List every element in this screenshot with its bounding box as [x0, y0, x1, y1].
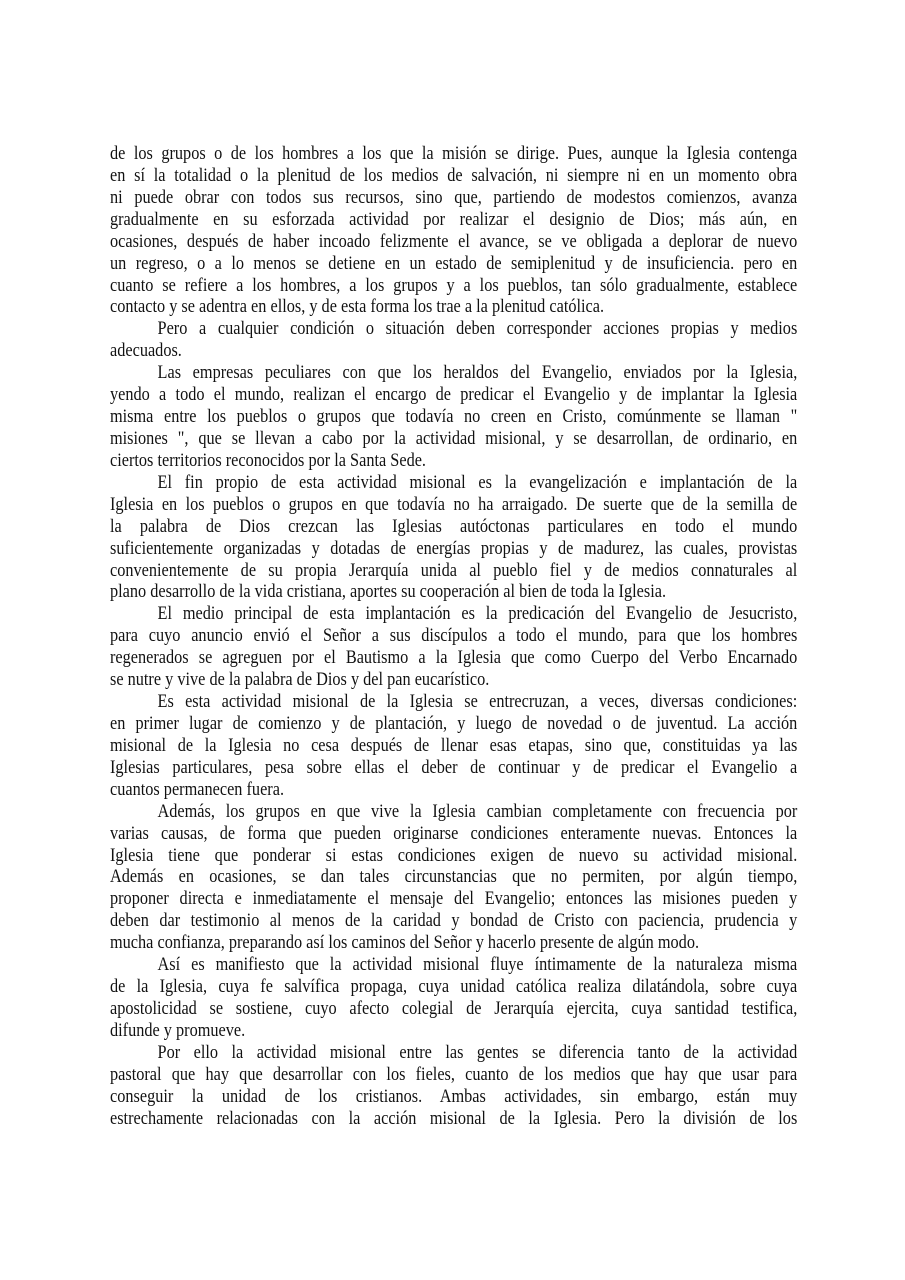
text-line: Las empresas peculiares con que los heraldos del Evangelio, enviados por la Iglesia,: [157, 363, 798, 384]
text-line: varias causas, de forma que pueden originarse condiciones enteramente nuevas. Entonces la: [110, 823, 798, 844]
text-line: cuantos permanecen fuera.: [110, 779, 285, 800]
text-line: Es esta actividad misional de la Iglesia se entrecruzan, a veces, diversas condiciones:: [157, 692, 798, 713]
text-line: contacto y se adentra en ellos, y de esta forma los trae a la plenitud católica.: [110, 297, 605, 318]
paragraph: [110, 363, 797, 473]
text-line: El medio principal de esta implantación es la predicación del Evangelio de Jesucristo,: [157, 604, 798, 625]
text-line: se nutre y vive de la palabra de Dios y del pan eucarístico.: [110, 670, 490, 691]
text-line: regenerados se agreguen por el Bautismo a la Iglesia que como Cuerpo del Verbo Encarnado: [110, 648, 798, 669]
text-line: misional de la Iglesia no cesa después de llenar esas etapas, sino que, constituidas ya las: [110, 735, 798, 756]
text-line: Pero a cualquier condición o situación deben corresponder acciones propias y medios: [157, 319, 798, 340]
text-line: de los grupos o de los hombres a los que la misión se dirige. Pues, aunque la Iglesia contenga: [110, 144, 798, 164]
paragraph: [110, 692, 797, 802]
paragraph: [110, 604, 797, 692]
text-line: conseguir la unidad de los cristianos. Ambas actividades, sin embargo, están muy: [110, 1086, 798, 1107]
text-line: apostolicidad se sostiene, cuyo afecto colegial de Jerarquía ejercita, cuya santidad testifica,: [110, 998, 798, 1019]
text-line: plano desarrollo de la vida cristiana, aportes su cooperación al bien de toda la Iglesia.: [110, 582, 667, 603]
text-line: El fin propio de esta actividad misional es la evangelización e implantación de la: [157, 472, 798, 493]
text-line: estrechamente relacionadas con la acción misional de la Iglesia. Pero la división de los: [110, 1108, 798, 1129]
text-line: convenientemente de su propia Jerarquía unida al pueblo fiel y de medios connaturales al: [110, 560, 798, 581]
text-line: un regreso, o a lo menos se detiene en un estado de semiplenitud y de insuficiencia. pero en: [110, 253, 798, 274]
text-line: mucha confianza, preparando así los caminos del Señor y hacerlo presente de algún modo.: [110, 933, 700, 954]
text-line: Iglesias particulares, pesa sobre ellas el deber de continuar y de predicar el Evangelio a: [110, 757, 798, 778]
paragraph: [110, 955, 797, 1043]
text-line: deben dar testimonio al menos de la caridad y bondad de Cristo con paciencia, prudencia y: [110, 911, 798, 932]
text-line: Por ello la actividad misional entre las gentes se diferencia tanto de la actividad: [157, 1042, 798, 1063]
text-line: en sí la totalidad o la plenitud de los medios de salvación, ni siempre ni en un momento obra: [110, 165, 798, 186]
text-line: ni puede obrar con todos sus recursos, sino que, partiendo de modestos comienzos, avanza: [110, 187, 798, 208]
paragraph: [110, 473, 797, 605]
text-line: Además, los grupos en que vive la Iglesia cambian completamente con frecuencia por: [157, 801, 798, 822]
text-line: Además en ocasiones, se dan tales circunstancias que no permiten, por algún tiempo,: [110, 867, 798, 888]
paragraph: [110, 1043, 797, 1131]
text-line: cuanto se refiere a los hombres, a los grupos y a los pueblos, tan sólo gradualmente, establece: [110, 275, 798, 296]
text-line: pastoral que hay que desarrollar con los fieles, cuanto de los medios que hay que usar para: [110, 1064, 798, 1085]
document-body: [110, 144, 797, 1130]
text-line: adecuados.: [110, 341, 182, 362]
paragraph: [110, 802, 797, 955]
text-line: en primer lugar de comienzo y de plantación, y luego de novedad o de juventud. La acción: [110, 713, 798, 734]
text-line: Así es manifiesto que la actividad misional fluye íntimamente de la naturaleza misma: [157, 955, 798, 976]
text-line: difunde y promueve.: [110, 1020, 246, 1041]
text-line: misma entre los pueblos o grupos que todavía no creen en Cristo, comúnmente se llaman ": [110, 407, 798, 428]
text-line: Iglesia en los pueblos o grupos en que todavía no ha arraigado. De suerte que de la semilla de: [110, 494, 798, 515]
paragraph: [110, 144, 797, 319]
paragraph: [110, 319, 797, 363]
text-line: misiones ", que se llevan a cabo por la actividad misional, y se desarrollan, de ordinario, en: [110, 428, 798, 449]
text-line: de la Iglesia, cuya fe salvífica propaga, cuya unidad católica realiza dilatándola, sobre cuya: [110, 977, 798, 998]
text-line: Iglesia tiene que ponderar si estas condiciones exigen de nuevo su actividad misional.: [110, 845, 798, 866]
text-line: ocasiones, después de haber incoado felizmente el avance, se ve obligada a deplorar de nuevo: [110, 231, 798, 252]
text-line: para cuyo anuncio envió el Señor a sus discípulos a todo el mundo, para que los hombres: [110, 626, 798, 647]
text-line: ciertos territorios reconocidos por la Santa Sede.: [110, 450, 427, 471]
text-line: gradualmente en su esforzada actividad por realizar el designio de Dios; más aún, en: [110, 209, 798, 230]
text-line: suficientemente organizadas y dotadas de energías propias y de madurez, las cuales, provistas: [110, 538, 798, 559]
text-line: yendo a todo el mundo, realizan el encargo de predicar el Evangelio y de implantar la Iglesia: [110, 385, 798, 406]
text-line: proponer directa e inmediatamente el mensaje del Evangelio; entonces las misiones pueden y: [110, 889, 798, 910]
text-line: la palabra de Dios crezcan las Iglesias autóctonas particulares en todo el mundo: [110, 516, 798, 537]
